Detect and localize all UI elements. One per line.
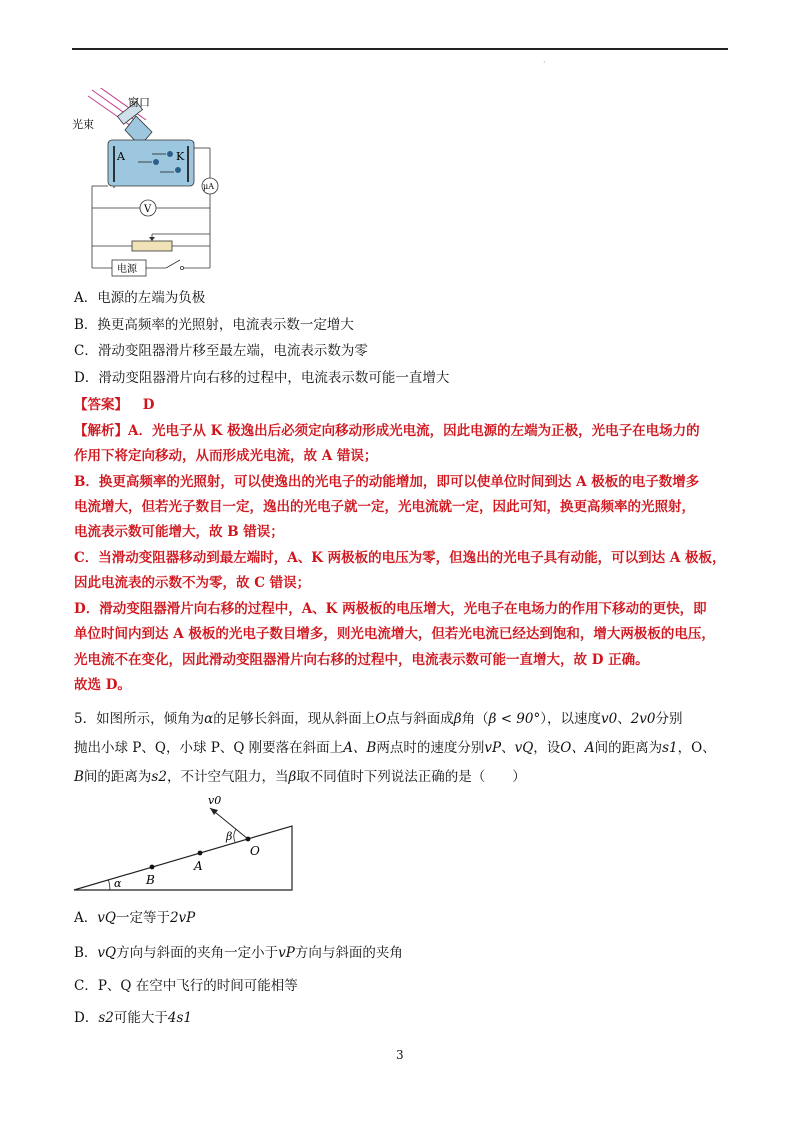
- q5-opt-text: 可能大于: [113, 1010, 168, 1026]
- analysis-c2: 因此电流表的示数不为零，故 C 错误；: [74, 575, 311, 591]
- v0-label: v0: [208, 796, 222, 807]
- analysis-d2: 单位时间内到达 A 极板的光电子数目增多，则光电流增大，但若光电流已经达到饱和，增大两极板的电压，: [74, 626, 715, 642]
- q5-opt-symbol: vQ: [97, 910, 116, 926]
- q5-text: 点与斜面成: [386, 711, 454, 727]
- q5-stem-line3: [74, 768, 526, 786]
- q5-symbol: vP: [484, 740, 502, 756]
- point-a-label: A: [194, 859, 203, 873]
- q5-text: ，不计空气阻力，当: [166, 769, 289, 785]
- answer-line: [74, 396, 154, 414]
- q5-text: ，设: [533, 740, 561, 756]
- q5-option-b: [74, 944, 403, 962]
- q5-option-c: C．P、Q 在空中飞行的时间可能相等: [74, 978, 298, 994]
- analysis-a2: 作用下将定向移动，从而形成光电流，故 A 错误；: [74, 448, 378, 464]
- analysis-c1: C．当滑动变阻器移动到最左端时，A、K 两极板的电压为零，但逸出的光电子具有动能，可以到达 A 极板，: [74, 550, 726, 566]
- analysis-d3: 光电流不在变化，因此滑动变阻器滑片向右移的过程中，电流表示数可能一直增大，故 D 正确。: [74, 652, 649, 668]
- q5-text: 间的距离为: [83, 769, 152, 785]
- analysis-a1: [74, 422, 700, 440]
- q5-text: 、: [617, 711, 631, 727]
- q5-opt-text: 方向与斜面的夹角一定小于: [116, 945, 279, 961]
- ammeter-label: μA: [203, 182, 214, 191]
- q5-opt-symbol: s2: [98, 1010, 114, 1026]
- q5-symbol: O、A: [560, 740, 595, 756]
- q5-symbol: v0: [601, 711, 618, 727]
- q5-stem-line2: [74, 739, 716, 757]
- plate-k-label: K: [176, 150, 185, 163]
- point-a: [198, 851, 203, 856]
- q5-stem-line1: [74, 710, 683, 728]
- analysis-b3: 电流表示数可能增大，故 B 错误；: [74, 524, 284, 540]
- q5-text: ），以速度: [540, 711, 601, 727]
- point-b: [150, 865, 155, 870]
- q5-opt-symbol: vP: [278, 945, 295, 961]
- q4-option-d: D．滑动变阻器滑片向右移的过程中，电流表示数可能一直增大: [74, 370, 450, 386]
- q5-symbol: 2v0: [630, 711, 656, 727]
- q5-symbol: α: [204, 711, 214, 727]
- q5-option-a: [74, 909, 195, 927]
- q5-opt-symbol: vQ: [97, 945, 117, 961]
- q5-symbol: s1: [662, 740, 678, 756]
- q5-opt-symbol: 2vP: [169, 910, 196, 926]
- alpha-label: α: [114, 877, 122, 890]
- q4-option-b: B．换更高频率的光照射，电流表示数一定增大: [74, 317, 354, 333]
- analysis-tag: 【解析】: [74, 423, 128, 439]
- power-label: 电源: [117, 264, 137, 275]
- q5-symbol: β: [288, 769, 297, 785]
- q5-text: 的足够长斜面，现从斜面上: [213, 711, 376, 727]
- rheostat: [132, 241, 172, 251]
- analysis-b2: 电流增大，但若光子数目一定，逸出的光电子就一定，光电流就一定，因此可知，换更高频率的光照射，: [74, 499, 695, 515]
- q5-symbol: β < 90°: [488, 711, 541, 727]
- q5-text: 抛出小球 P、Q，小球 P、Q 刚要落在斜面上: [74, 740, 344, 756]
- analysis-b1: B．换更高频率的光照射，可以使逸出的光电子的动能增加，即可以使单位时间到达 A 极板的电子数增多: [74, 474, 700, 490]
- q5-symbol: B: [74, 769, 84, 785]
- q5-symbol: A、B: [343, 740, 377, 756]
- beam-label: 光束: [72, 118, 94, 131]
- incline-diagram: [70, 796, 300, 896]
- plate-a-label: A: [117, 150, 125, 163]
- q5-text: ，O、: [677, 740, 716, 756]
- q5-opt-text: D．: [74, 1010, 99, 1026]
- electron: [153, 159, 159, 165]
- switch: [166, 260, 180, 268]
- q5-text: 、: [501, 740, 515, 756]
- q5-text: 5．如图所示，倾角为: [74, 711, 205, 727]
- q5-symbol: O: [375, 711, 387, 727]
- analysis-d1: D．滑动变阻器滑片向右移的过程中，A、K 两极板的电压增大，光电子在电场力的作用下移动的更快，即: [74, 601, 707, 617]
- analysis-a1-text: A．光电子从 K 极逸出后必须定向移动形成光电流，因此电源的左端为正极，光电子在电场力的: [128, 423, 700, 439]
- window-label: 窗口: [128, 96, 150, 109]
- point-b-label: B: [146, 873, 155, 887]
- q5-opt-text: 一定等于: [115, 910, 170, 926]
- q5-text: 取不同值时下列说法正确的是（ ）: [296, 769, 526, 785]
- page-number: 3: [396, 1048, 404, 1062]
- vacuum-tube: [108, 140, 194, 186]
- q4-option-a: A．电源的左端为负极: [74, 290, 206, 306]
- q5-opt-text: 方向与斜面的夹角: [294, 945, 403, 961]
- electron: [167, 151, 173, 157]
- alpha-arc: [109, 880, 111, 890]
- q5-opt-text: A．: [74, 910, 98, 926]
- q5-text: 两点时的速度分别: [376, 740, 485, 756]
- q5-opt-text: B．: [74, 945, 98, 961]
- header-rule: [72, 48, 728, 50]
- q5-symbol: vQ: [514, 740, 534, 756]
- q5-symbol: s2: [151, 769, 167, 785]
- beta-arc: [234, 829, 236, 842]
- point-o-label: O: [250, 844, 260, 858]
- beta-label: β: [226, 830, 233, 843]
- answer-tag: 【答案】: [74, 397, 128, 413]
- q5-option-d: [74, 1009, 192, 1027]
- photoelectric-circuit-diagram: [70, 88, 230, 288]
- q5-opt-symbol: 4s1: [167, 1010, 192, 1026]
- q5-text: 分别: [655, 711, 683, 727]
- answer-value: D: [142, 397, 155, 413]
- header-dot: ·: [543, 58, 546, 67]
- incline-triangle: [74, 826, 292, 890]
- q5-symbol: β: [453, 711, 462, 727]
- analysis-final: 故选 D。: [74, 677, 131, 693]
- q5-text: 间的距离为: [594, 740, 663, 756]
- voltmeter-label: V: [144, 204, 152, 215]
- q5-text: 角（: [461, 711, 489, 727]
- electron: [175, 167, 181, 173]
- q4-option-c: C．滑动变阻器滑片移至最左端，电流表示数为零: [74, 343, 368, 359]
